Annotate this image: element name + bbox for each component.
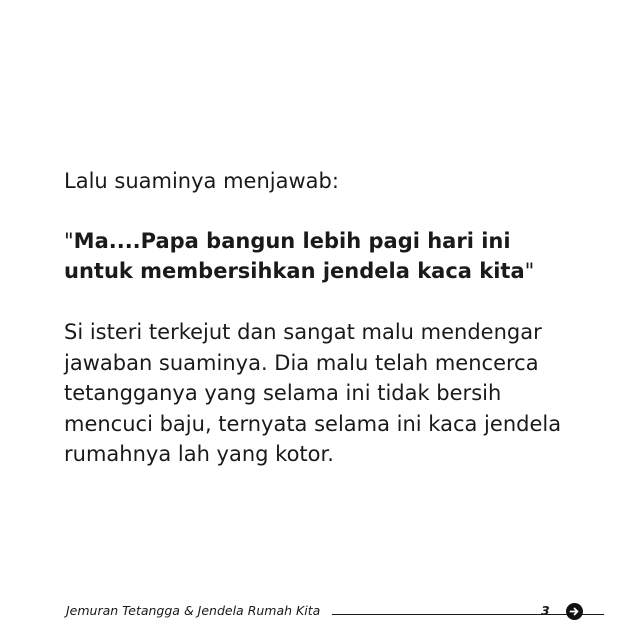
page-number: 3	[541, 603, 550, 618]
body-paragraph: Si isteri terkejut dan sangat malu mendengar jawaban suaminya. Dia malu telah mencerca tetangganya yang selama ini tidak bersih mencuci baju, ternyata selama ini kaca jendela rumahnya lah yang kotor.	[64, 320, 562, 466]
article-content	[64, 166, 584, 470]
quote-open-mark: "	[64, 229, 74, 253]
quote-text: Ma....Papa bangun lebih pagi hari ini untuk membersihkan jendela kaca kita	[64, 229, 525, 283]
footer-divider	[332, 614, 604, 615]
arrow-right-icon	[569, 606, 580, 617]
quote-block	[64, 226, 584, 286]
next-page-button[interactable]	[566, 603, 583, 620]
quote-close-mark: "	[524, 259, 535, 283]
footer-title: Jemuran Tetangga & Jendela Rumah Kita	[66, 603, 321, 618]
intro-text: Lalu suaminya menjawab:	[64, 169, 339, 193]
footer	[66, 601, 586, 623]
